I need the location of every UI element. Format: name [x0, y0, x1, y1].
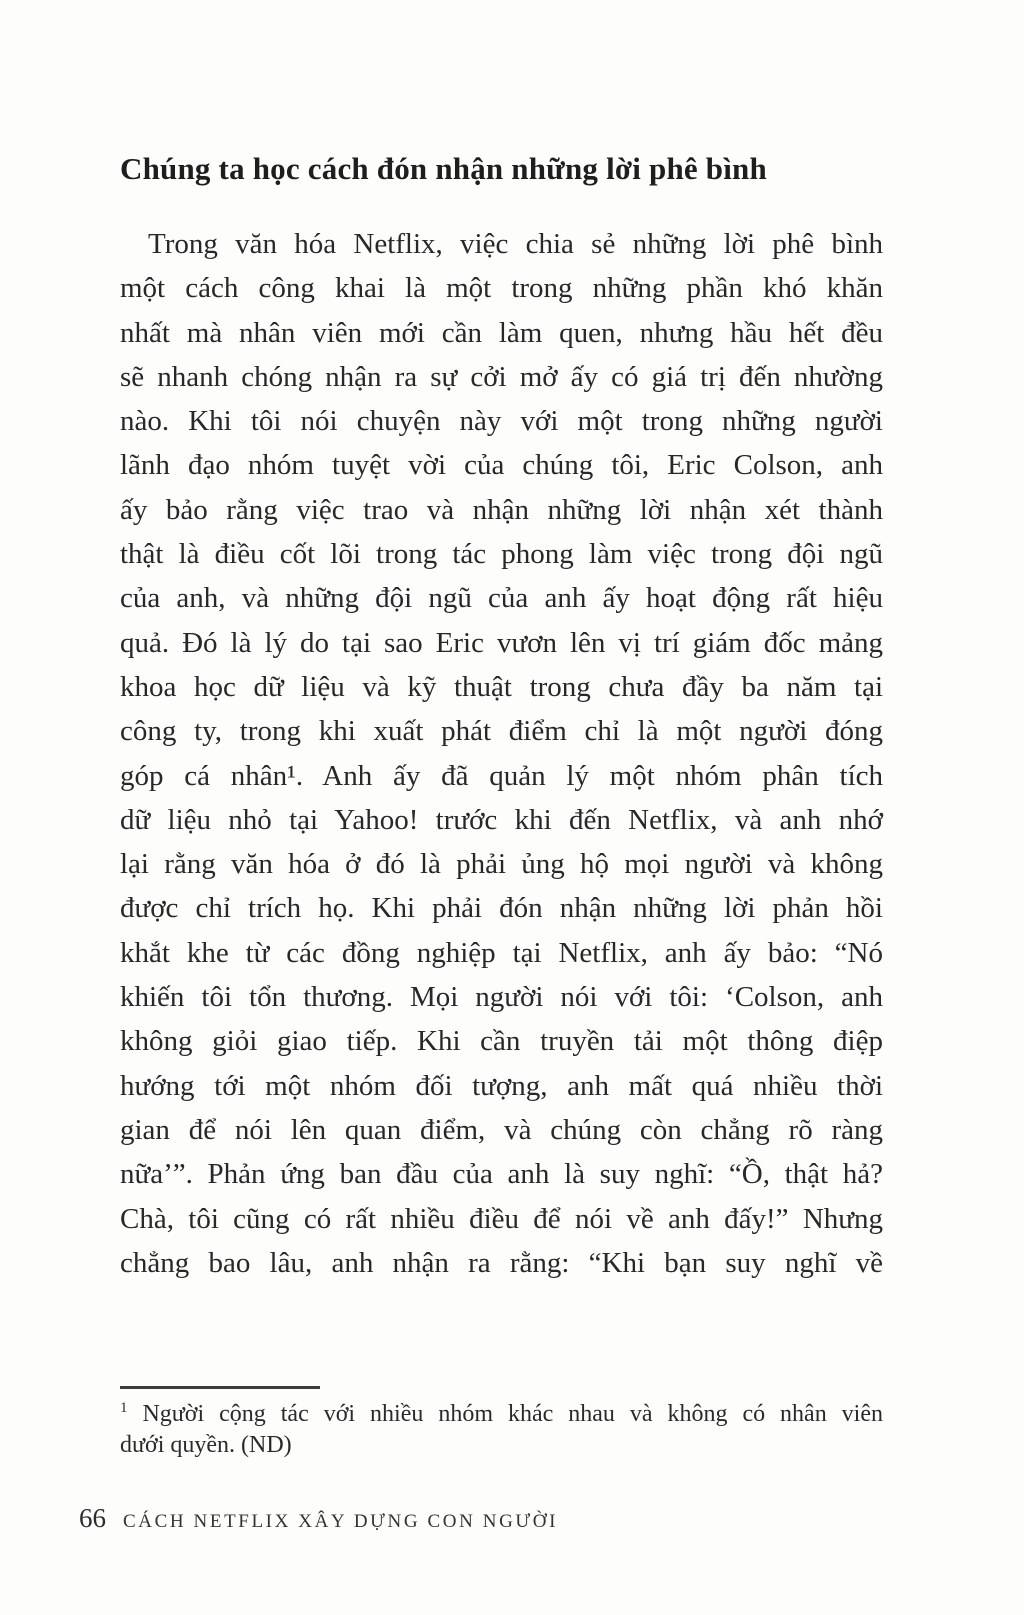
footnote	[120, 1399, 883, 1461]
body-line: góp cá nhân¹. Anh ấy đã quản lý một nhóm phân tích	[120, 759, 883, 792]
footnote-text: Người cộng tác với nhiều nhóm khác nhau và không có nhân viên	[142, 1401, 883, 1427]
body-line: khoa học dữ liệu và kỹ thuật trong chưa đầy ba năm tại	[120, 670, 883, 703]
body-line: lãnh đạo nhóm tuyệt vời của chúng tôi, Eric Colson, anh	[120, 449, 883, 482]
body-line: quả. Đó là lý do tại sao Eric vươn lên vị trí giám đốc mảng	[120, 626, 883, 659]
body-line: dữ liệu nhỏ tại Yahoo! trước khi đến Netflix, và anh nhớ	[120, 803, 883, 836]
section-heading: Chúng ta học cách đón nhận những lời phê bình	[120, 150, 767, 186]
body-line: chẳng bao lâu, anh nhận ra rằng: “Khi bạn suy nghĩ về	[120, 1246, 883, 1279]
body-line: được chỉ trích họ. Khi phải đón nhận những lời phản hồi	[120, 892, 883, 925]
body-line: nào. Khi tôi nói chuyện này với một trong những người	[120, 405, 883, 438]
body-line: một cách công khai là một trong những phần khó khăn	[120, 272, 883, 305]
page-footer	[79, 1503, 558, 1534]
footnote-divider	[120, 1386, 320, 1389]
body-line: thật là điều cốt lõi trong tác phong làm việc trong đội ngũ	[120, 538, 883, 571]
body-line: không giỏi giao tiếp. Khi cần truyền tải một thông điệp	[120, 1025, 883, 1058]
body-line: Chà, tôi cũng có rất nhiều điều để nói về anh đấy!” Nhưng	[120, 1202, 883, 1235]
footnote-marker: 1	[120, 1400, 128, 1416]
footnote-line: dưới quyền. (ND)	[120, 1432, 292, 1458]
body-line: ấy bảo rằng việc trao và nhận những lời nhận xét thành	[120, 493, 883, 526]
body-line: nhất mà nhân viên mới cần làm quen, nhưng hầu hết đều	[120, 316, 883, 349]
body-line: gian để nói lên quan điểm, và chúng còn chẳng rõ ràng	[120, 1113, 883, 1146]
body-line: Trong văn hóa Netflix, việc chia sẻ những lời phê bình	[148, 228, 883, 260]
body-line: hướng tới một nhóm đối tượng, anh mất quá nhiều thời	[120, 1069, 883, 1102]
book-title: CÁCH NETFLIX XÂY DỰNG CON NGƯỜI	[123, 1511, 559, 1532]
footnote-line	[120, 1399, 883, 1430]
body-line: công ty, trong khi xuất phát điểm chỉ là một người đóng	[120, 715, 883, 748]
page-number: 66	[79, 1503, 106, 1533]
body-line: khiến tôi tổn thương. Mọi người nói với tôi: ‘Colson, anh	[120, 981, 883, 1014]
body-line: lại rằng văn hóa ở đó là phải ủng hộ mọi người và không	[120, 848, 883, 881]
body-line: sẽ nhanh chóng nhận ra sự cởi mở ấy có giá trị đến nhường	[120, 360, 883, 393]
body-line: của anh, và những đội ngũ của anh ấy hoạt động rất hiệu	[120, 582, 883, 615]
body-line: khắt khe từ các đồng nghiệp tại Netflix, anh ấy bảo: “Nó	[120, 936, 883, 969]
body-paragraph	[120, 222, 883, 1285]
body-line: nữa’”. Phản ứng ban đầu của anh là suy nghĩ: “Ồ, thật hả?	[120, 1158, 883, 1191]
